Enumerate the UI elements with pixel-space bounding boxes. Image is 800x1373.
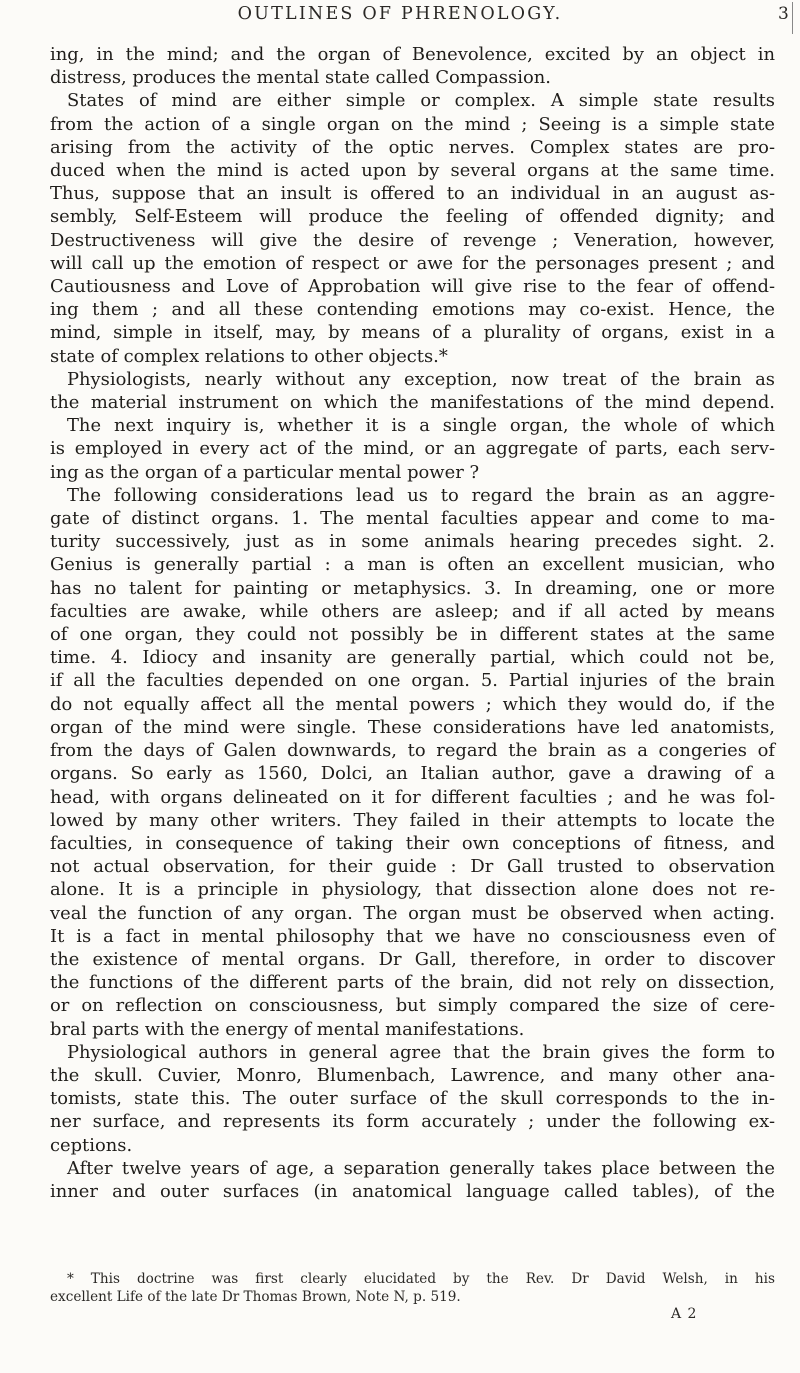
footnote-line: excellent Life of the late Dr Thomas Brown, Note N, p. 519.	[50, 1289, 461, 1305]
text-line: time. 4. Idiocy and insanity are generally partial, which could not be,	[50, 647, 775, 669]
text-line: faculties are awake, while others are asleep; and if all acted by means	[50, 600, 775, 622]
text-line: mind, simple in itself, may, by means of a plurality of organs, exist in a	[50, 322, 775, 344]
text-line: organ of the mind were single. These considerations have led anatomists,	[50, 716, 775, 738]
text-line: It is a fact in mental philosophy that we have no consciousness even of	[50, 925, 775, 947]
page-header	[0, 2, 800, 32]
text-line: duced when the mind is acted upon by several organs at the same time.	[50, 160, 775, 182]
text-line: head, with organs delineated on it for different faculties ; and he was fol-	[50, 786, 775, 808]
text-line: ing, in the mind; and the organ of Benevolence, excited by an object in	[50, 44, 775, 65]
footnote	[50, 1270, 775, 1306]
body-text	[50, 43, 775, 1203]
text-line: do not equally affect all the mental powers ; which they would do, if the	[50, 693, 775, 715]
text-line: veal the function of any organ. The organ must be observed when acting.	[50, 902, 775, 924]
text-line: the functions of the different parts of the brain, did not rely on dissection,	[50, 972, 775, 994]
text-line: if all the faculties depended on one organ. 5. Partial injuries of the brain	[50, 670, 775, 692]
text-line: alone. It is a principle in physiology, that dissection alone does not re-	[50, 879, 775, 901]
text-line: ing them ; and all these contending emotions may co-exist. Hence, the	[50, 299, 775, 321]
text-line: The next inquiry is, whether it is a single organ, the whole of which	[67, 415, 775, 437]
text-line: bral parts with the energy of mental manifestations.	[50, 1018, 525, 1040]
text-line: ner surface, and represents its form accurately ; under the following ex-	[50, 1111, 775, 1133]
text-line: After twelve years of age, a separation generally takes place between the	[67, 1157, 775, 1179]
footnote-line: * This doctrine was first clearly elucidated by the Rev. Dr David Welsh, in his	[67, 1271, 775, 1287]
signature-mark: A 2	[671, 1306, 698, 1322]
text-line: ceptions.	[50, 1134, 133, 1156]
text-line: The following considerations lead us to regard the brain as an aggre-	[67, 484, 775, 506]
text-line: state of complex relations to other objects.*	[50, 345, 448, 367]
page-number: 3	[778, 4, 789, 24]
page-edge-mark	[792, 2, 793, 34]
text-line: from the days of Galen downwards, to regard the brain as a congeries of	[50, 740, 775, 762]
text-line: arising from the activity of the optic nerves. Complex states are pro-	[50, 136, 775, 158]
text-line: Destructiveness will give the desire of revenge ; Veneration, however,	[50, 229, 775, 251]
text-line: Physiological authors in general agree that the brain gives the form to	[67, 1041, 775, 1063]
text-line: not actual observation, for their guide : Dr Gall trusted to observation	[50, 856, 775, 878]
text-line: sembly, Self-Esteem will produce the feeling of offended dignity; and	[50, 206, 775, 228]
text-line: tomists, state this. The outer surface of the skull corresponds to the in-	[50, 1088, 775, 1110]
text-line: the skull. Cuvier, Monro, Blumenbach, Lawrence, and many other ana-	[50, 1064, 775, 1086]
text-line: lowed by many other writers. They failed in their attempts to locate the	[50, 809, 775, 831]
text-line: or on reflection on consciousness, but simply compared the size of cere-	[50, 995, 775, 1017]
text-line: ing as the organ of a particular mental power ?	[50, 461, 480, 483]
text-line: organs. So early as 1560, Dolci, an Italian author, gave a drawing of a	[50, 763, 775, 785]
text-line: gate of distinct organs. 1. The mental faculties appear and come to ma-	[50, 508, 775, 530]
text-line: is employed in every act of the mind, or an aggregate of parts, each serv-	[50, 438, 775, 460]
text-line: of one organ, they could not possibly be in different states at the same	[50, 624, 775, 646]
text-line: distress, produces the mental state called Compassion.	[50, 67, 551, 89]
text-line: turity successively, just as in some animals hearing precedes sight. 2.	[50, 531, 775, 553]
text-line: the existence of mental organs. Dr Gall, therefore, in order to discover	[50, 948, 775, 970]
text-line: Cautiousness and Love of Approbation will give rise to the fear of offend-	[50, 276, 775, 298]
text-line: Thus, suppose that an insult is offered to an individual in an august as-	[50, 183, 775, 205]
text-line: from the action of a single organ on the mind ; Seeing is a simple state	[50, 113, 775, 135]
text-line: the material instrument on which the manifestations of the mind depend.	[50, 392, 775, 414]
text-line: States of mind are either simple or complex. A simple state results	[67, 90, 775, 112]
text-line: will call up the emotion of respect or awe for the personages present ; and	[50, 252, 775, 274]
text-line: Physiologists, nearly without any exception, now treat of the brain as	[67, 368, 775, 390]
running-head: OUTLINES OF PHRENOLOGY.	[237, 4, 563, 24]
text-line: has no talent for painting or metaphysics. 3. In dreaming, one or more	[50, 577, 775, 599]
text-line: inner and outer surfaces (in anatomical language called tables), of the	[50, 1180, 775, 1202]
text-line: faculties, in consequence of taking their own conceptions of fitness, and	[50, 832, 775, 854]
text-line: Genius is generally partial : a man is often an excellent musician, who	[50, 554, 775, 576]
